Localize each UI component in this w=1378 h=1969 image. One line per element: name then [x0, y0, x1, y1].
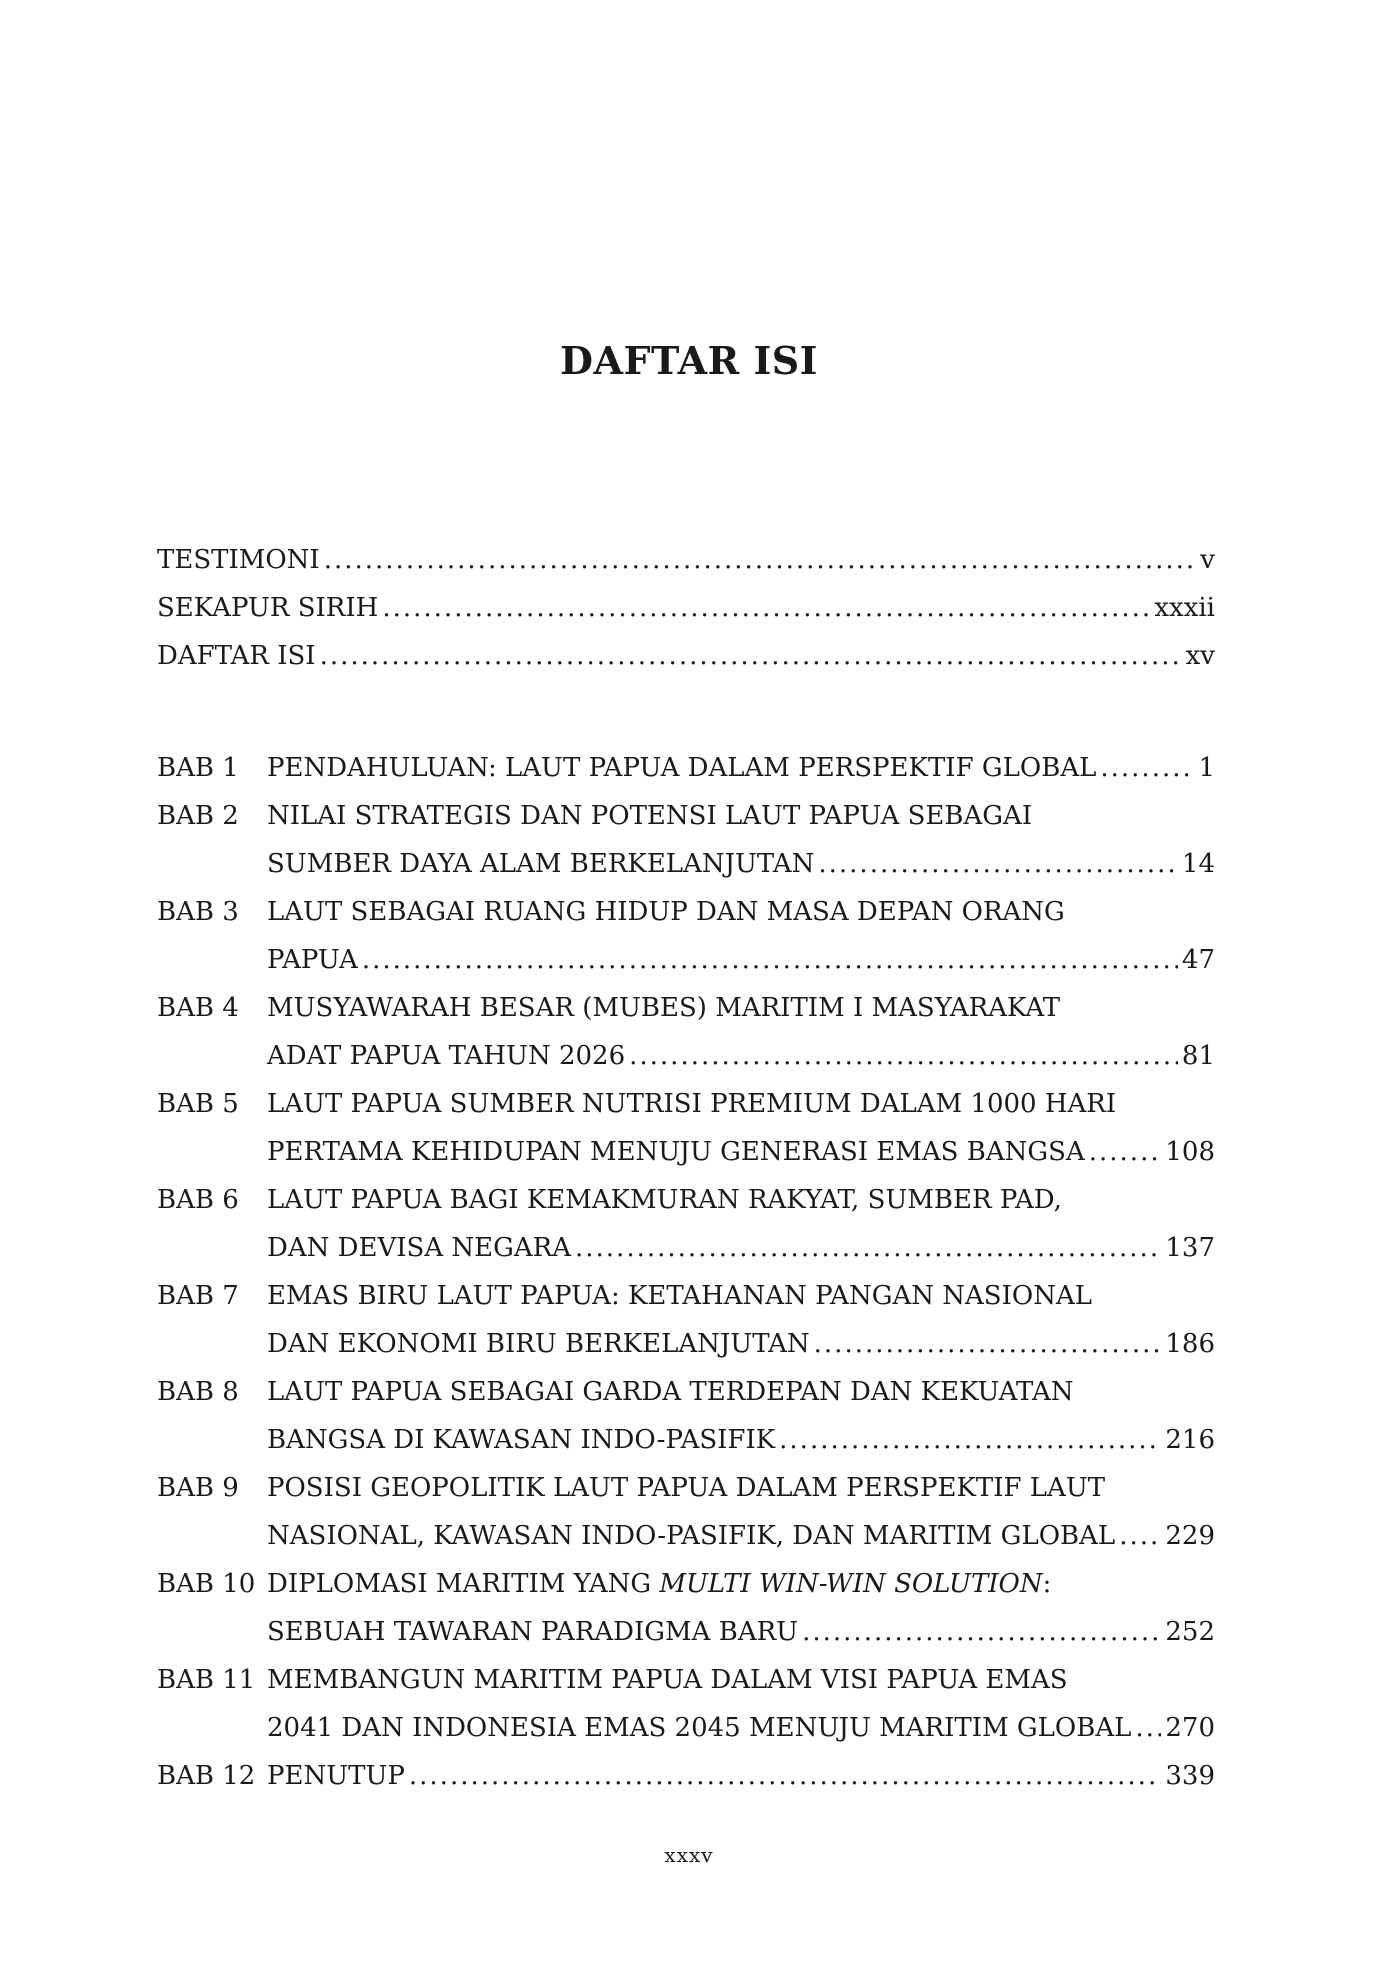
chapter-page-number: 216 [1165, 1425, 1215, 1455]
chapter-list [157, 744, 1215, 1800]
chapter-entry-12 [157, 1752, 1215, 1800]
toc-page-number: xxxii [1154, 593, 1215, 623]
chapter-title-line: NASIONAL, KAWASAN INDO-PASIFIK, DAN MARITIM GLOBAL [267, 1521, 1116, 1551]
chapter-entry-11 [157, 1656, 1215, 1752]
chapter-title-line: NILAI STRATEGIS DAN POTENSI LAUT PAPUA SEBAGAI [267, 801, 1033, 831]
chapter-page-number: 137 [1165, 1233, 1215, 1263]
chapter-title-line: LAUT PAPUA SEBAGAI GARDA TERDEPAN DAN KEKUATAN [267, 1377, 1074, 1407]
dot-leader [1135, 1704, 1161, 1752]
chapter-entry-4 [157, 984, 1215, 1080]
dot-leader [814, 1320, 1162, 1368]
dot-leader [818, 840, 1178, 888]
page-title: DAFTAR ISI [560, 338, 818, 383]
chapter-page-number: 1 [1198, 753, 1215, 783]
dot-leader [779, 1416, 1161, 1464]
chapter-page-number: 14 [1181, 849, 1215, 879]
chapter-entry-8 [157, 1368, 1215, 1464]
chapter-title-line: DAN EKONOMI BIRU BERKELANJUTAN [267, 1329, 810, 1359]
chapter-title-line: 2041 DAN INDONESIA EMAS 2045 MENUJU MARITIM GLOBAL [267, 1713, 1132, 1743]
chapter-page-number: 229 [1165, 1521, 1215, 1551]
chapter-number: BAB 5 [157, 1089, 239, 1119]
chapter-title-line: POSISI GEOPOLITIK LAUT PAPUA DALAM PERSPEKTIF LAUT [267, 1473, 1106, 1503]
dot-leader [1119, 1512, 1161, 1560]
chapter-title-line: LAUT SEBAGAI RUANG HIDUP DAN MASA DEPAN ORANG [267, 897, 1065, 927]
chapter-entry-7 [157, 1272, 1215, 1368]
chapter-number: BAB 3 [157, 897, 239, 927]
chapter-title-line: DAN DEVISA NEGARA [267, 1233, 571, 1263]
chapter-title-line: LAUT PAPUA SUMBER NUTRISI PREMIUM DALAM 1000 HARI [267, 1089, 1117, 1119]
chapter-title-line [267, 1560, 1051, 1608]
chapter-entry-3 [157, 888, 1215, 984]
chapter-page-number: 108 [1165, 1137, 1215, 1167]
chapter-page-number: 81 [1181, 1041, 1215, 1071]
dot-leader [324, 536, 1197, 584]
chapter-title-line: PERTAMA KEHIDUPAN MENUJU GENERASI EMAS BANGSA [267, 1137, 1085, 1167]
dot-leader [802, 1608, 1161, 1656]
dot-leader [575, 1224, 1161, 1272]
dot-leader [1089, 1128, 1162, 1176]
chapter-page-number: 47 [1181, 945, 1215, 975]
chapter-entry-5 [157, 1080, 1215, 1176]
chapter-title-line: PENUTUP [267, 1761, 405, 1791]
dot-leader [629, 1032, 1178, 1080]
chapter-title-line: MUSYAWARAH BESAR (MUBES) MARITIM I MASYARAKAT [267, 993, 1061, 1023]
chapter-page-number: 186 [1165, 1329, 1215, 1359]
toc-entry-daftar-isi [157, 632, 1215, 680]
chapter-title-line: ADAT PAPUA TAHUN 2026 [267, 1041, 626, 1071]
chapter-entry-10 [157, 1560, 1215, 1656]
chapter-number: BAB 2 [157, 801, 239, 831]
toc-page-number: v [1200, 545, 1215, 575]
dot-leader [362, 936, 1178, 984]
chapter-title-line: PENDAHULUAN: LAUT PAPUA DALAM PERSPEKTIF GLOBAL [267, 753, 1097, 783]
chapter-entry-1 [157, 744, 1215, 792]
toc-entry-label: TESTIMONI [157, 545, 320, 575]
chapter-number: BAB 6 [157, 1185, 239, 1215]
page-number-folio: xxxv [664, 1843, 714, 1867]
toc-page-number: xv [1185, 641, 1215, 671]
chapter-number: BAB 10 [157, 1569, 256, 1599]
chapter-title-line: EMAS BIRU LAUT PAPUA: KETAHANAN PANGAN NASIONAL [267, 1281, 1092, 1311]
chapter-number: BAB 4 [157, 993, 239, 1023]
chapter-page-number: 270 [1165, 1713, 1215, 1743]
chapter-title-line: SUMBER DAYA ALAM BERKELANJUTAN [267, 849, 815, 879]
toc-entry-sekapur-sirih [157, 584, 1215, 632]
chapter-title-suffix: : [1042, 1569, 1052, 1599]
chapter-title-line: LAUT PAPUA BAGI KEMAKMURAN RAKYAT, SUMBER PAD, [267, 1185, 1062, 1215]
chapter-title-prefix: DIPLOMASI MARITIM YANG [267, 1569, 660, 1599]
chapter-title-line: PAPUA [267, 945, 358, 975]
toc-entry-label: DAFTAR ISI [157, 641, 316, 671]
chapter-entry-9 [157, 1464, 1215, 1560]
toc-entry-testimoni [157, 536, 1215, 584]
chapter-number: BAB 12 [157, 1761, 256, 1791]
chapter-number: BAB 9 [157, 1473, 239, 1503]
dot-leader [382, 584, 1150, 632]
chapter-title-italic: MULTI WIN-WIN SOLUTION [659, 1569, 1043, 1599]
chapter-number: BAB 1 [157, 753, 239, 783]
chapter-title-line: SEBUAH TAWARAN PARADIGMA BARU [267, 1617, 799, 1647]
chapter-page-number: 252 [1165, 1617, 1215, 1647]
dot-leader [1100, 744, 1194, 792]
dot-leader [320, 632, 1182, 680]
chapter-entry-2 [157, 792, 1215, 888]
chapter-title-line: MEMBANGUN MARITIM PAPUA DALAM VISI PAPUA EMAS [267, 1665, 1068, 1695]
chapter-number: BAB 7 [157, 1281, 239, 1311]
chapter-page-number: 339 [1165, 1761, 1215, 1791]
chapter-number: BAB 8 [157, 1377, 239, 1407]
dot-leader [409, 1752, 1161, 1800]
chapter-number: BAB 11 [157, 1665, 256, 1695]
chapter-title-line: BANGSA DI KAWASAN INDO-PASIFIK [267, 1425, 776, 1455]
chapter-entry-6 [157, 1176, 1215, 1272]
toc-entry-label: SEKAPUR SIRIH [157, 593, 379, 623]
front-matter-list [157, 536, 1215, 680]
